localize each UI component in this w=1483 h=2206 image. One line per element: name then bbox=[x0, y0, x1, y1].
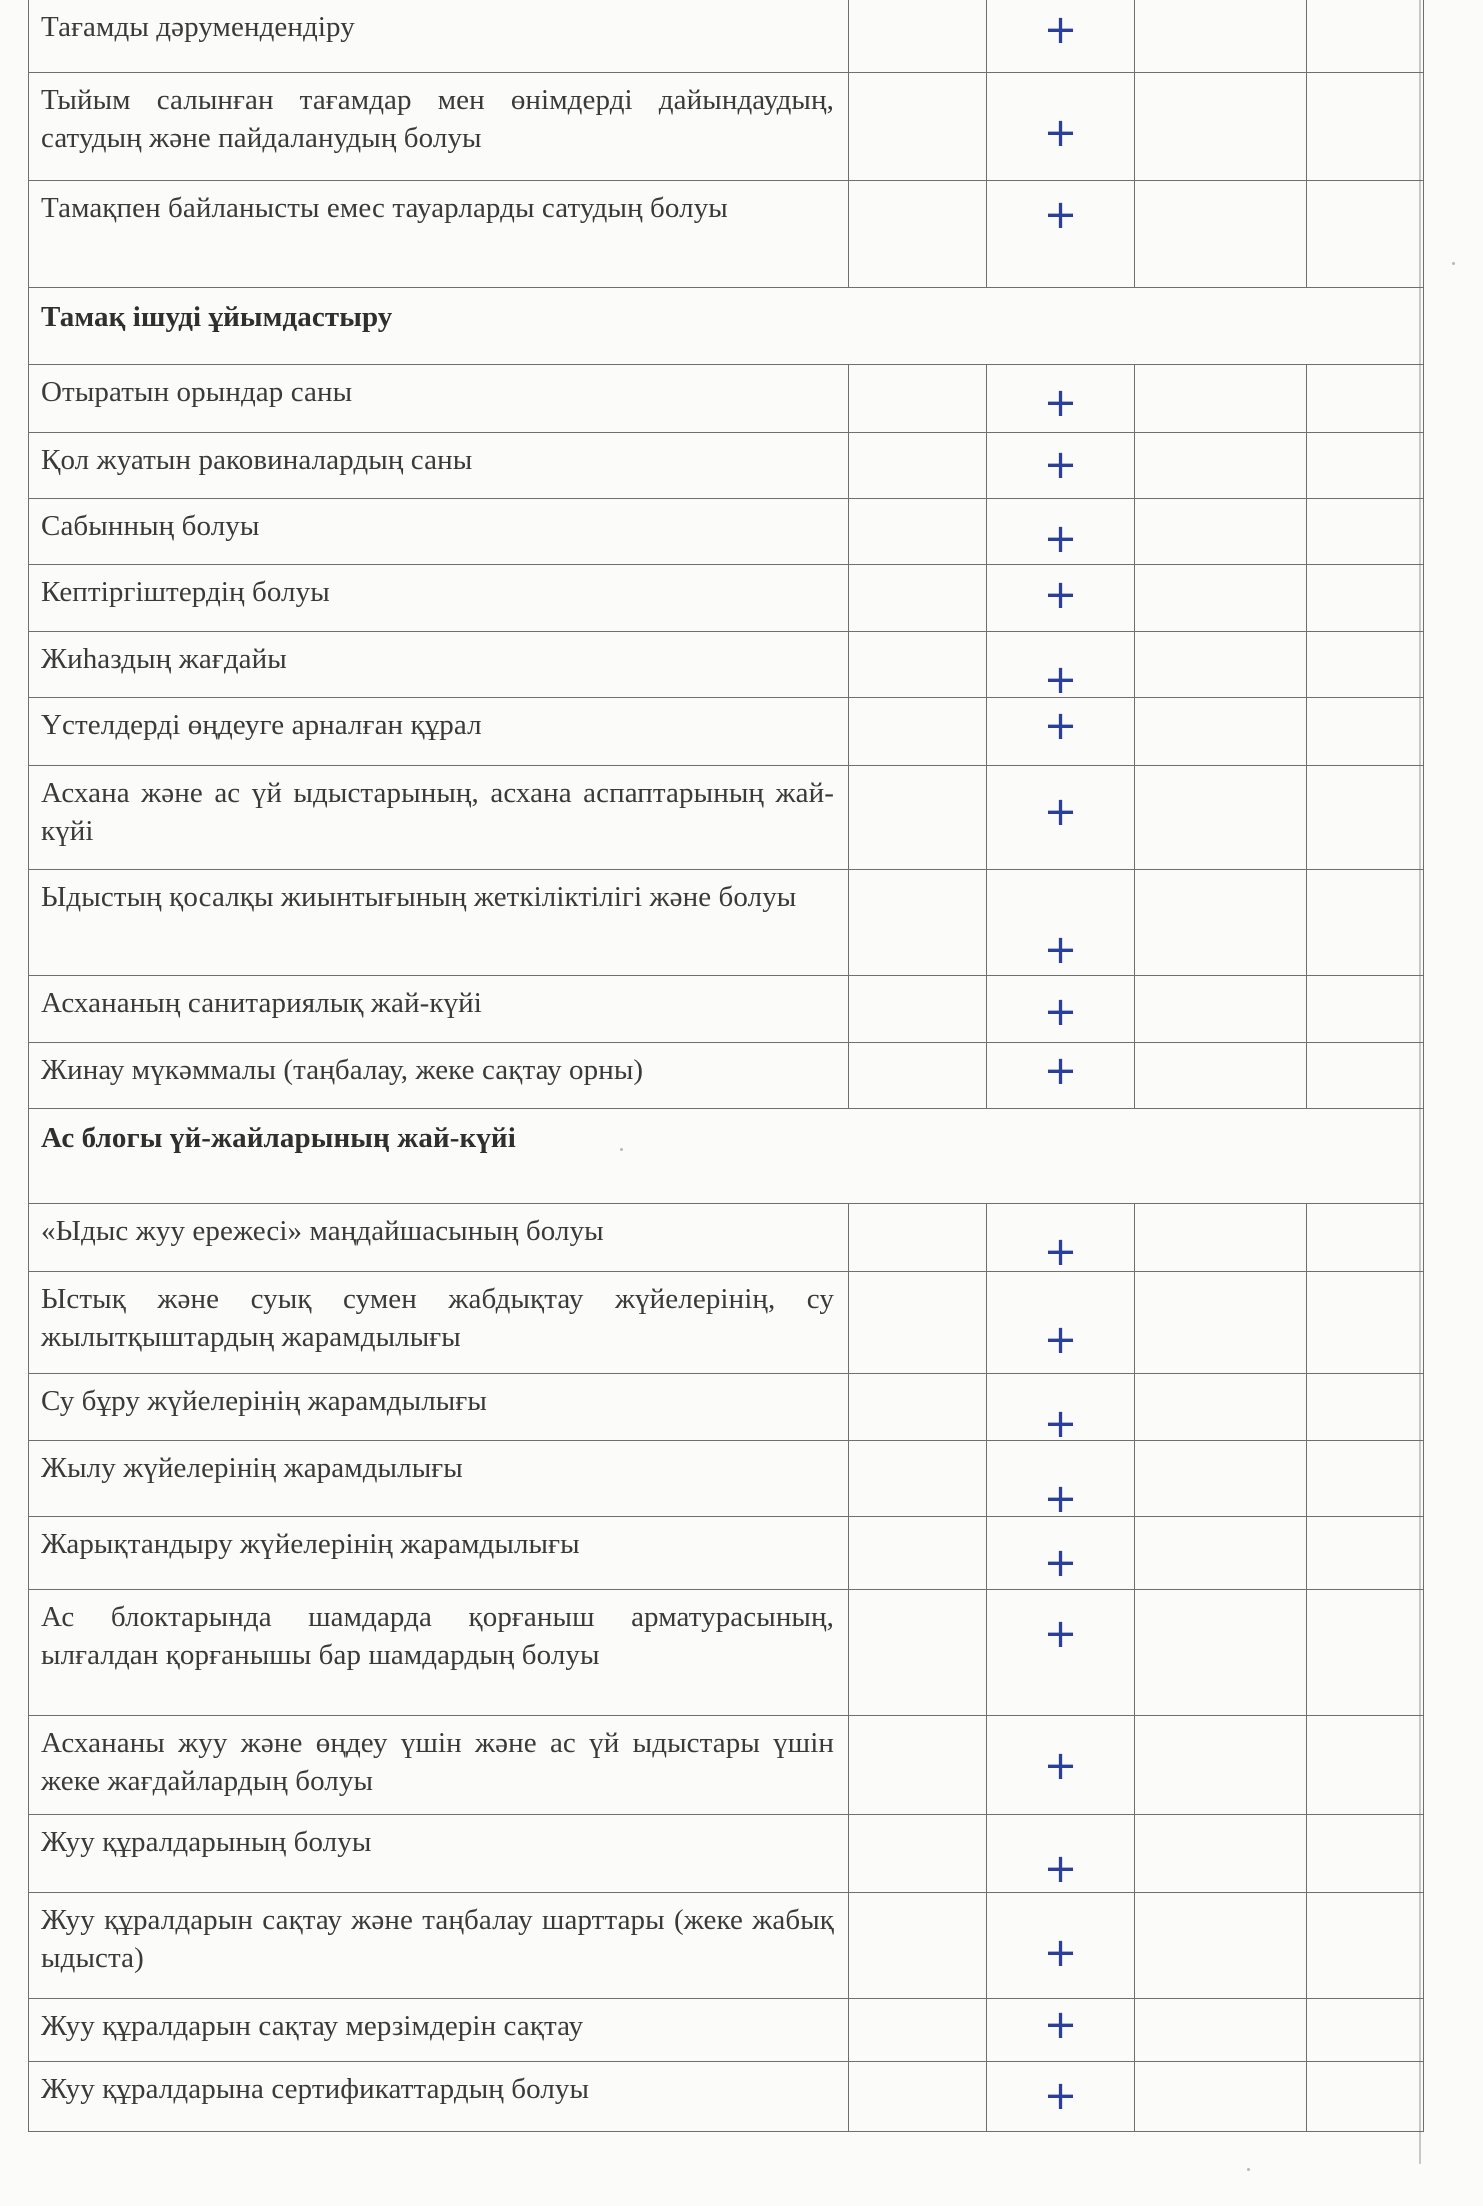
empty-cell bbox=[849, 432, 987, 498]
check-mark-cell bbox=[987, 1715, 1135, 1814]
empty-cell bbox=[849, 697, 987, 765]
empty-cell bbox=[1307, 1814, 1424, 1892]
check-mark-cell bbox=[987, 869, 1135, 975]
check-mark-cell bbox=[987, 1203, 1135, 1275]
empty-cell bbox=[849, 1373, 987, 1440]
scan-speck bbox=[1452, 262, 1455, 265]
criterion-cell bbox=[29, 1998, 849, 2061]
handwritten-plus-mark: + bbox=[1043, 441, 1078, 488]
empty-cell bbox=[1307, 1589, 1424, 1715]
check-mark-cell bbox=[987, 765, 1135, 869]
empty-cell bbox=[1307, 765, 1424, 869]
empty-cell bbox=[849, 1203, 987, 1271]
checklist-row bbox=[29, 765, 1424, 869]
checklist-row bbox=[29, 564, 1424, 631]
empty-cell bbox=[849, 975, 987, 1042]
criterion-cell bbox=[29, 1715, 849, 1814]
checklist-row bbox=[29, 1715, 1424, 1814]
empty-cell bbox=[1307, 631, 1424, 697]
check-mark-cell bbox=[987, 180, 1135, 287]
handwritten-plus-mark: + bbox=[1043, 788, 1078, 835]
criterion-text: Ас блоктарында шамдарда қорғаныш арматурасының, ылғалдан қорғанышы бар шамдардың болуы bbox=[41, 1600, 834, 1671]
empty-cell bbox=[1135, 72, 1307, 180]
empty-cell bbox=[1135, 1589, 1307, 1715]
empty-cell bbox=[1307, 180, 1424, 287]
check-mark-cell bbox=[987, 697, 1135, 765]
empty-cell bbox=[1135, 697, 1307, 765]
criterion-text: Жуу құралдарын сақтау және таңбалау шарттары (жеке жабық ыдыста) bbox=[41, 1903, 834, 1974]
criterion-text: Тыйым салынған тағамдар мен өнімдерді дайындаудың, сатудың және пайдаланудың болуы bbox=[41, 83, 834, 154]
checklist-row bbox=[29, 1892, 1424, 1998]
empty-cell bbox=[849, 1516, 987, 1589]
handwritten-plus-mark: + bbox=[1043, 109, 1078, 156]
criterion-text: Жуу құралдарына сертификаттардың болуы bbox=[41, 2072, 590, 2105]
criterion-cell bbox=[29, 364, 849, 432]
section-title-cell bbox=[29, 1108, 1424, 1203]
empty-cell bbox=[849, 498, 987, 564]
checklist-row bbox=[29, 1814, 1424, 1892]
empty-cell bbox=[1307, 72, 1424, 180]
handwritten-plus-mark: + bbox=[1043, 379, 1078, 426]
empty-cell bbox=[1135, 1203, 1307, 1271]
empty-cell bbox=[1135, 1440, 1307, 1516]
empty-cell bbox=[1135, 631, 1307, 697]
criterion-text: Қол жуатын раковиналардың саны bbox=[41, 443, 473, 476]
criterion-cell bbox=[29, 697, 849, 765]
criterion-text: Жинау мүкәммалы (таңбалау, жеке сақтау орны) bbox=[41, 1053, 644, 1086]
empty-cell bbox=[849, 1715, 987, 1814]
empty-cell bbox=[849, 869, 987, 975]
handwritten-plus-mark: + bbox=[1043, 926, 1078, 973]
handwritten-plus-mark: + bbox=[1043, 191, 1078, 238]
check-mark-cell bbox=[987, 631, 1135, 703]
checklist-row bbox=[29, 0, 1424, 72]
handwritten-plus-mark: + bbox=[1043, 7, 1078, 53]
handwritten-plus-mark: + bbox=[1043, 571, 1078, 618]
criterion-text: Жылу жүйелерінің жарамдылығы bbox=[41, 1451, 463, 1484]
criterion-text: Ыдыстың қосалқы жиынтығының жеткіліктілігі және болуы bbox=[41, 880, 797, 913]
empty-cell bbox=[1135, 180, 1307, 287]
handwritten-plus-mark: + bbox=[1043, 1475, 1078, 1522]
check-mark-cell bbox=[987, 975, 1135, 1042]
checklist-row bbox=[29, 432, 1424, 498]
empty-cell bbox=[1307, 975, 1424, 1042]
criterion-text: Асхананы жуу және өңдеу үшін және ас үй ыдыстары үшін жеке жағдайлардың болуы bbox=[41, 1726, 834, 1797]
criterion-cell bbox=[29, 765, 849, 869]
checklist-row bbox=[29, 72, 1424, 180]
criterion-cell bbox=[29, 1203, 849, 1271]
empty-cell bbox=[849, 564, 987, 631]
empty-cell bbox=[1307, 1440, 1424, 1516]
empty-cell bbox=[1307, 498, 1424, 564]
empty-cell bbox=[1307, 0, 1424, 72]
empty-cell bbox=[1135, 564, 1307, 631]
checklist-row bbox=[29, 1203, 1424, 1271]
section-header-row bbox=[29, 1108, 1424, 1203]
check-mark-cell bbox=[987, 0, 1135, 72]
empty-cell bbox=[1135, 1892, 1307, 1998]
empty-cell bbox=[1135, 1814, 1307, 1892]
section-title: Тамақ ішуді ұйымдастыру bbox=[41, 300, 393, 333]
check-mark-cell bbox=[987, 364, 1135, 432]
check-mark-cell bbox=[987, 564, 1135, 631]
inspection-checklist-table bbox=[28, 0, 1424, 2132]
check-mark-cell bbox=[987, 1042, 1135, 1108]
section-header-row bbox=[29, 287, 1424, 364]
check-mark-cell bbox=[987, 1271, 1135, 1373]
empty-cell bbox=[1135, 0, 1307, 72]
checklist-row bbox=[29, 697, 1424, 765]
empty-cell bbox=[1135, 1715, 1307, 1814]
criterion-text: Тамақпен байланысты емес тауарларды сатудың болуы bbox=[41, 191, 728, 224]
empty-cell bbox=[1307, 1271, 1424, 1373]
empty-cell bbox=[849, 2061, 987, 2131]
empty-cell bbox=[1307, 1892, 1424, 1998]
empty-cell bbox=[1307, 1516, 1424, 1589]
handwritten-plus-mark: + bbox=[1043, 1316, 1078, 1363]
empty-cell bbox=[1135, 869, 1307, 975]
criterion-text: Асхана және ас үй ыдыстарының, асхана аспаптарының жай-күйі bbox=[41, 776, 834, 847]
check-mark-cell bbox=[987, 498, 1135, 564]
criterion-cell bbox=[29, 631, 849, 697]
handwritten-plus-mark: + bbox=[1043, 702, 1078, 749]
empty-cell bbox=[1135, 1271, 1307, 1373]
empty-cell bbox=[1307, 364, 1424, 432]
empty-cell bbox=[849, 765, 987, 869]
handwritten-plus-mark: + bbox=[1043, 1400, 1078, 1447]
empty-cell bbox=[1307, 1373, 1424, 1440]
checklist-row bbox=[29, 1042, 1424, 1108]
handwritten-plus-mark: + bbox=[1043, 1047, 1078, 1094]
empty-cell bbox=[849, 180, 987, 287]
empty-cell bbox=[1307, 1715, 1424, 1814]
scan-speck bbox=[1247, 2168, 1250, 2171]
criterion-cell bbox=[29, 564, 849, 631]
handwritten-plus-mark: + bbox=[1043, 988, 1078, 1035]
empty-cell bbox=[1135, 975, 1307, 1042]
empty-cell bbox=[849, 1892, 987, 1998]
checklist-row bbox=[29, 180, 1424, 287]
handwritten-plus-mark: + bbox=[1043, 1742, 1078, 1789]
checklist-row bbox=[29, 498, 1424, 564]
criterion-text: Жуу құралдарын сақтау мерзімдерін сақтау bbox=[41, 2009, 584, 2042]
criterion-cell bbox=[29, 1440, 849, 1516]
criterion-cell bbox=[29, 0, 849, 72]
empty-cell bbox=[1135, 432, 1307, 498]
criterion-text: Жиһаздың жағдайы bbox=[41, 642, 287, 675]
empty-cell bbox=[849, 72, 987, 180]
checklist-row bbox=[29, 1440, 1424, 1516]
empty-cell bbox=[1135, 1042, 1307, 1108]
checklist-row bbox=[29, 1589, 1424, 1715]
check-mark-cell bbox=[987, 72, 1135, 180]
check-mark-cell bbox=[987, 1440, 1135, 1522]
checklist-row bbox=[29, 2061, 1424, 2131]
criterion-cell bbox=[29, 1892, 849, 1998]
criterion-cell bbox=[29, 869, 849, 975]
empty-cell bbox=[1307, 1042, 1424, 1108]
criterion-cell bbox=[29, 432, 849, 498]
criterion-text: «Ыдыс жуу ережесі» маңдайшасының болуы bbox=[41, 1214, 604, 1247]
empty-cell bbox=[1307, 1203, 1424, 1271]
criterion-cell bbox=[29, 180, 849, 287]
empty-cell bbox=[1135, 765, 1307, 869]
empty-cell bbox=[1135, 2061, 1307, 2131]
empty-cell bbox=[849, 1998, 987, 2061]
criterion-text: Асхананың санитариялық жай-күйі bbox=[41, 986, 482, 1019]
handwritten-plus-mark: + bbox=[1043, 1845, 1078, 1892]
checklist-row bbox=[29, 975, 1424, 1042]
empty-cell bbox=[1307, 697, 1424, 765]
criterion-text: Жуу құралдарының болуы bbox=[41, 1825, 372, 1858]
check-mark-cell bbox=[987, 1814, 1135, 1892]
criterion-cell bbox=[29, 2061, 849, 2131]
criterion-cell bbox=[29, 1814, 849, 1892]
handwritten-plus-mark: + bbox=[1043, 2001, 1078, 2048]
check-mark-cell bbox=[987, 1892, 1135, 1998]
check-mark-cell bbox=[987, 432, 1135, 498]
empty-cell bbox=[1307, 2061, 1424, 2131]
checklist-row bbox=[29, 1998, 1424, 2061]
empty-cell bbox=[1307, 564, 1424, 631]
empty-cell bbox=[849, 1589, 987, 1715]
empty-cell bbox=[849, 631, 987, 697]
handwritten-plus-mark: + bbox=[1043, 1610, 1078, 1657]
handwritten-plus-mark: + bbox=[1043, 1929, 1078, 1976]
check-mark-cell bbox=[987, 1589, 1135, 1715]
section-title: Ас блогы үй-жайларының жай-күйі bbox=[41, 1121, 516, 1154]
check-mark-cell bbox=[987, 2061, 1135, 2131]
empty-cell bbox=[1135, 364, 1307, 432]
empty-cell bbox=[849, 1042, 987, 1108]
criterion-cell bbox=[29, 1042, 849, 1108]
empty-cell bbox=[849, 1440, 987, 1516]
checklist-body bbox=[29, 0, 1424, 2131]
handwritten-plus-mark: + bbox=[1043, 515, 1078, 562]
check-mark-cell bbox=[987, 1373, 1135, 1447]
criterion-text: Су бұру жүйелерінің жарамдылығы bbox=[41, 1384, 487, 1417]
empty-cell bbox=[1135, 1373, 1307, 1440]
handwritten-plus-mark: + bbox=[1043, 656, 1078, 703]
empty-cell bbox=[849, 1814, 987, 1892]
handwritten-plus-mark: + bbox=[1043, 1539, 1078, 1586]
criterion-text: Кептіргіштердің болуы bbox=[41, 575, 330, 608]
criterion-text: Тағамды дәрумендендіру bbox=[41, 11, 355, 43]
criterion-cell bbox=[29, 1516, 849, 1589]
criterion-cell bbox=[29, 498, 849, 564]
criterion-text: Жарықтандыру жүйелерінің жарамдылығы bbox=[41, 1527, 580, 1560]
section-title-cell bbox=[29, 287, 1424, 364]
checklist-row bbox=[29, 1271, 1424, 1373]
criterion-cell bbox=[29, 1373, 849, 1440]
checklist-row bbox=[29, 631, 1424, 697]
checklist-row bbox=[29, 364, 1424, 432]
criterion-text: Үстелдерді өңдеуге арналған құрал bbox=[41, 708, 482, 741]
criterion-text: Отыратын орындар саны bbox=[41, 375, 353, 408]
empty-cell bbox=[1135, 1998, 1307, 2061]
empty-cell bbox=[1135, 498, 1307, 564]
criterion-cell bbox=[29, 1271, 849, 1373]
checklist-row bbox=[29, 1516, 1424, 1589]
empty-cell bbox=[1135, 1516, 1307, 1589]
empty-cell bbox=[1307, 1998, 1424, 2061]
criterion-text: Сабынның болуы bbox=[41, 509, 260, 542]
handwritten-plus-mark: + bbox=[1043, 1228, 1078, 1275]
criterion-text: Ыстық және суық сумен жабдықтау жүйелерінің, су жылытқыштардың жарамдылығы bbox=[41, 1282, 834, 1353]
empty-cell bbox=[1307, 869, 1424, 975]
criterion-cell bbox=[29, 1589, 849, 1715]
empty-cell bbox=[1307, 432, 1424, 498]
empty-cell bbox=[849, 1271, 987, 1373]
criterion-cell bbox=[29, 72, 849, 180]
criterion-cell bbox=[29, 975, 849, 1042]
check-mark-cell bbox=[987, 1998, 1135, 2061]
handwritten-plus-mark: + bbox=[1043, 2072, 1078, 2119]
empty-cell bbox=[849, 364, 987, 432]
check-mark-cell bbox=[987, 1516, 1135, 1589]
checklist-row bbox=[29, 869, 1424, 975]
checklist-row bbox=[29, 1373, 1424, 1440]
empty-cell bbox=[849, 0, 987, 72]
